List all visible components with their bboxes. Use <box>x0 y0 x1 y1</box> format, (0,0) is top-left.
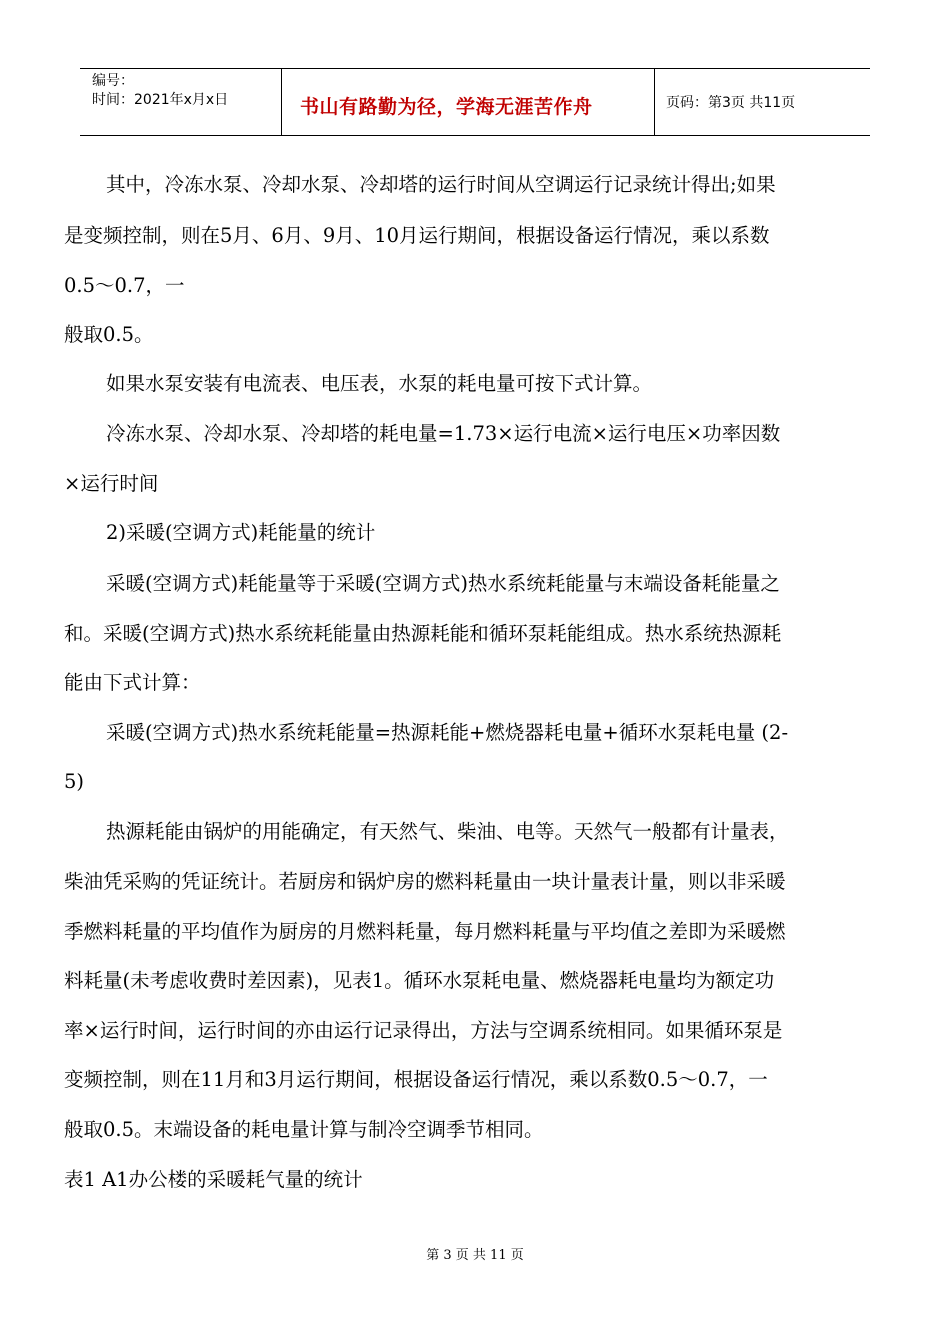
header-divider <box>281 68 282 136</box>
paragraph-line: 是变频控制，则在5月、6月、9月、10月运行期间，根据设备运行情况，乘以系数 <box>64 224 770 247</box>
paragraph-line: 和。采暖(空调方式)热水系统耗能量由热源耗能和循环泵耗能组成。热水系统热源耗 <box>64 622 782 645</box>
page-header <box>80 68 870 136</box>
table-caption: 表1 A1办公楼的采暖耗气量的统计 <box>64 1168 363 1191</box>
paragraph-line: 率×运行时间，运行时间的亦由运行记录得出，方法与空调系统相同。如果循环泵是 <box>64 1019 783 1042</box>
paragraph-line: 0.5～0.7，一 <box>64 274 185 297</box>
formula-line: 采暖(空调方式)热水系统耗能量=热源耗能+燃烧器耗电量+循环水泵耗电量 (2- <box>106 721 789 744</box>
paragraph-line: 其中，冷冻水泵、冷却水泵、冷却塔的运行时间从空调运行记录统计得出;如果 <box>106 173 776 196</box>
section-heading: 2)采暖(空调方式)耗能量的统计 <box>106 521 376 544</box>
page-footer: 第 3 页 共 11 页 <box>426 1248 524 1263</box>
document-date: 时间：2021年x月x日 <box>92 92 229 108</box>
paragraph-line: 般取0.5。 <box>64 323 154 346</box>
document-number: 编号： <box>92 73 134 89</box>
paragraph-line: 能由下式计算： <box>64 671 201 694</box>
paragraph-line: 料耗量(未考虑收费时差因素)，见表1。循环水泵耗电量、燃烧器耗电量均为额定功 <box>64 969 775 992</box>
paragraph-line: 季燃料耗量的平均值作为厨房的月燃料耗量，每月燃料耗量与平均值之差即为采暖燃 <box>64 920 786 943</box>
paragraph-line: 如果水泵安装有电流表、电压表，水泵的耗电量可按下式计算。 <box>106 372 653 395</box>
paragraph-line: 般取0.5。末端设备的耗电量计算与制冷空调季节相同。 <box>64 1118 544 1141</box>
header-top-rule <box>80 68 870 69</box>
header-bottom-rule <box>80 135 870 136</box>
paragraph-line: 变频控制，则在11月和3月运行期间，根据设备运行情况，乘以系数0.5～0.7，一 <box>64 1068 768 1091</box>
paragraph-line: ×运行时间 <box>64 472 159 495</box>
paragraph-line: 热源耗能由锅炉的用能确定，有天然气、柴油、电等。天然气一般都有计量表， <box>106 820 789 843</box>
header-divider <box>654 68 655 136</box>
paragraph-line: 柴油凭采购的凭证统计。若厨房和锅炉房的燃料耗量由一块计量表计量，则以非采暖 <box>64 870 786 893</box>
paragraph-line: 采暖(空调方式)耗能量等于采暖(空调方式)热水系统耗能量与末端设备耗能量之 <box>106 572 780 595</box>
header-motto: 书山有路勤为径，学海无涯苦作舟 <box>300 96 593 118</box>
paragraph-line: 冷冻水泵、冷却水泵、冷却塔的耗电量=1.73×运行电流×运行电压×功率因数 <box>106 422 781 445</box>
header-page-number: 页码：第3页 共11页 <box>666 95 796 111</box>
formula-line: 5) <box>64 770 85 793</box>
